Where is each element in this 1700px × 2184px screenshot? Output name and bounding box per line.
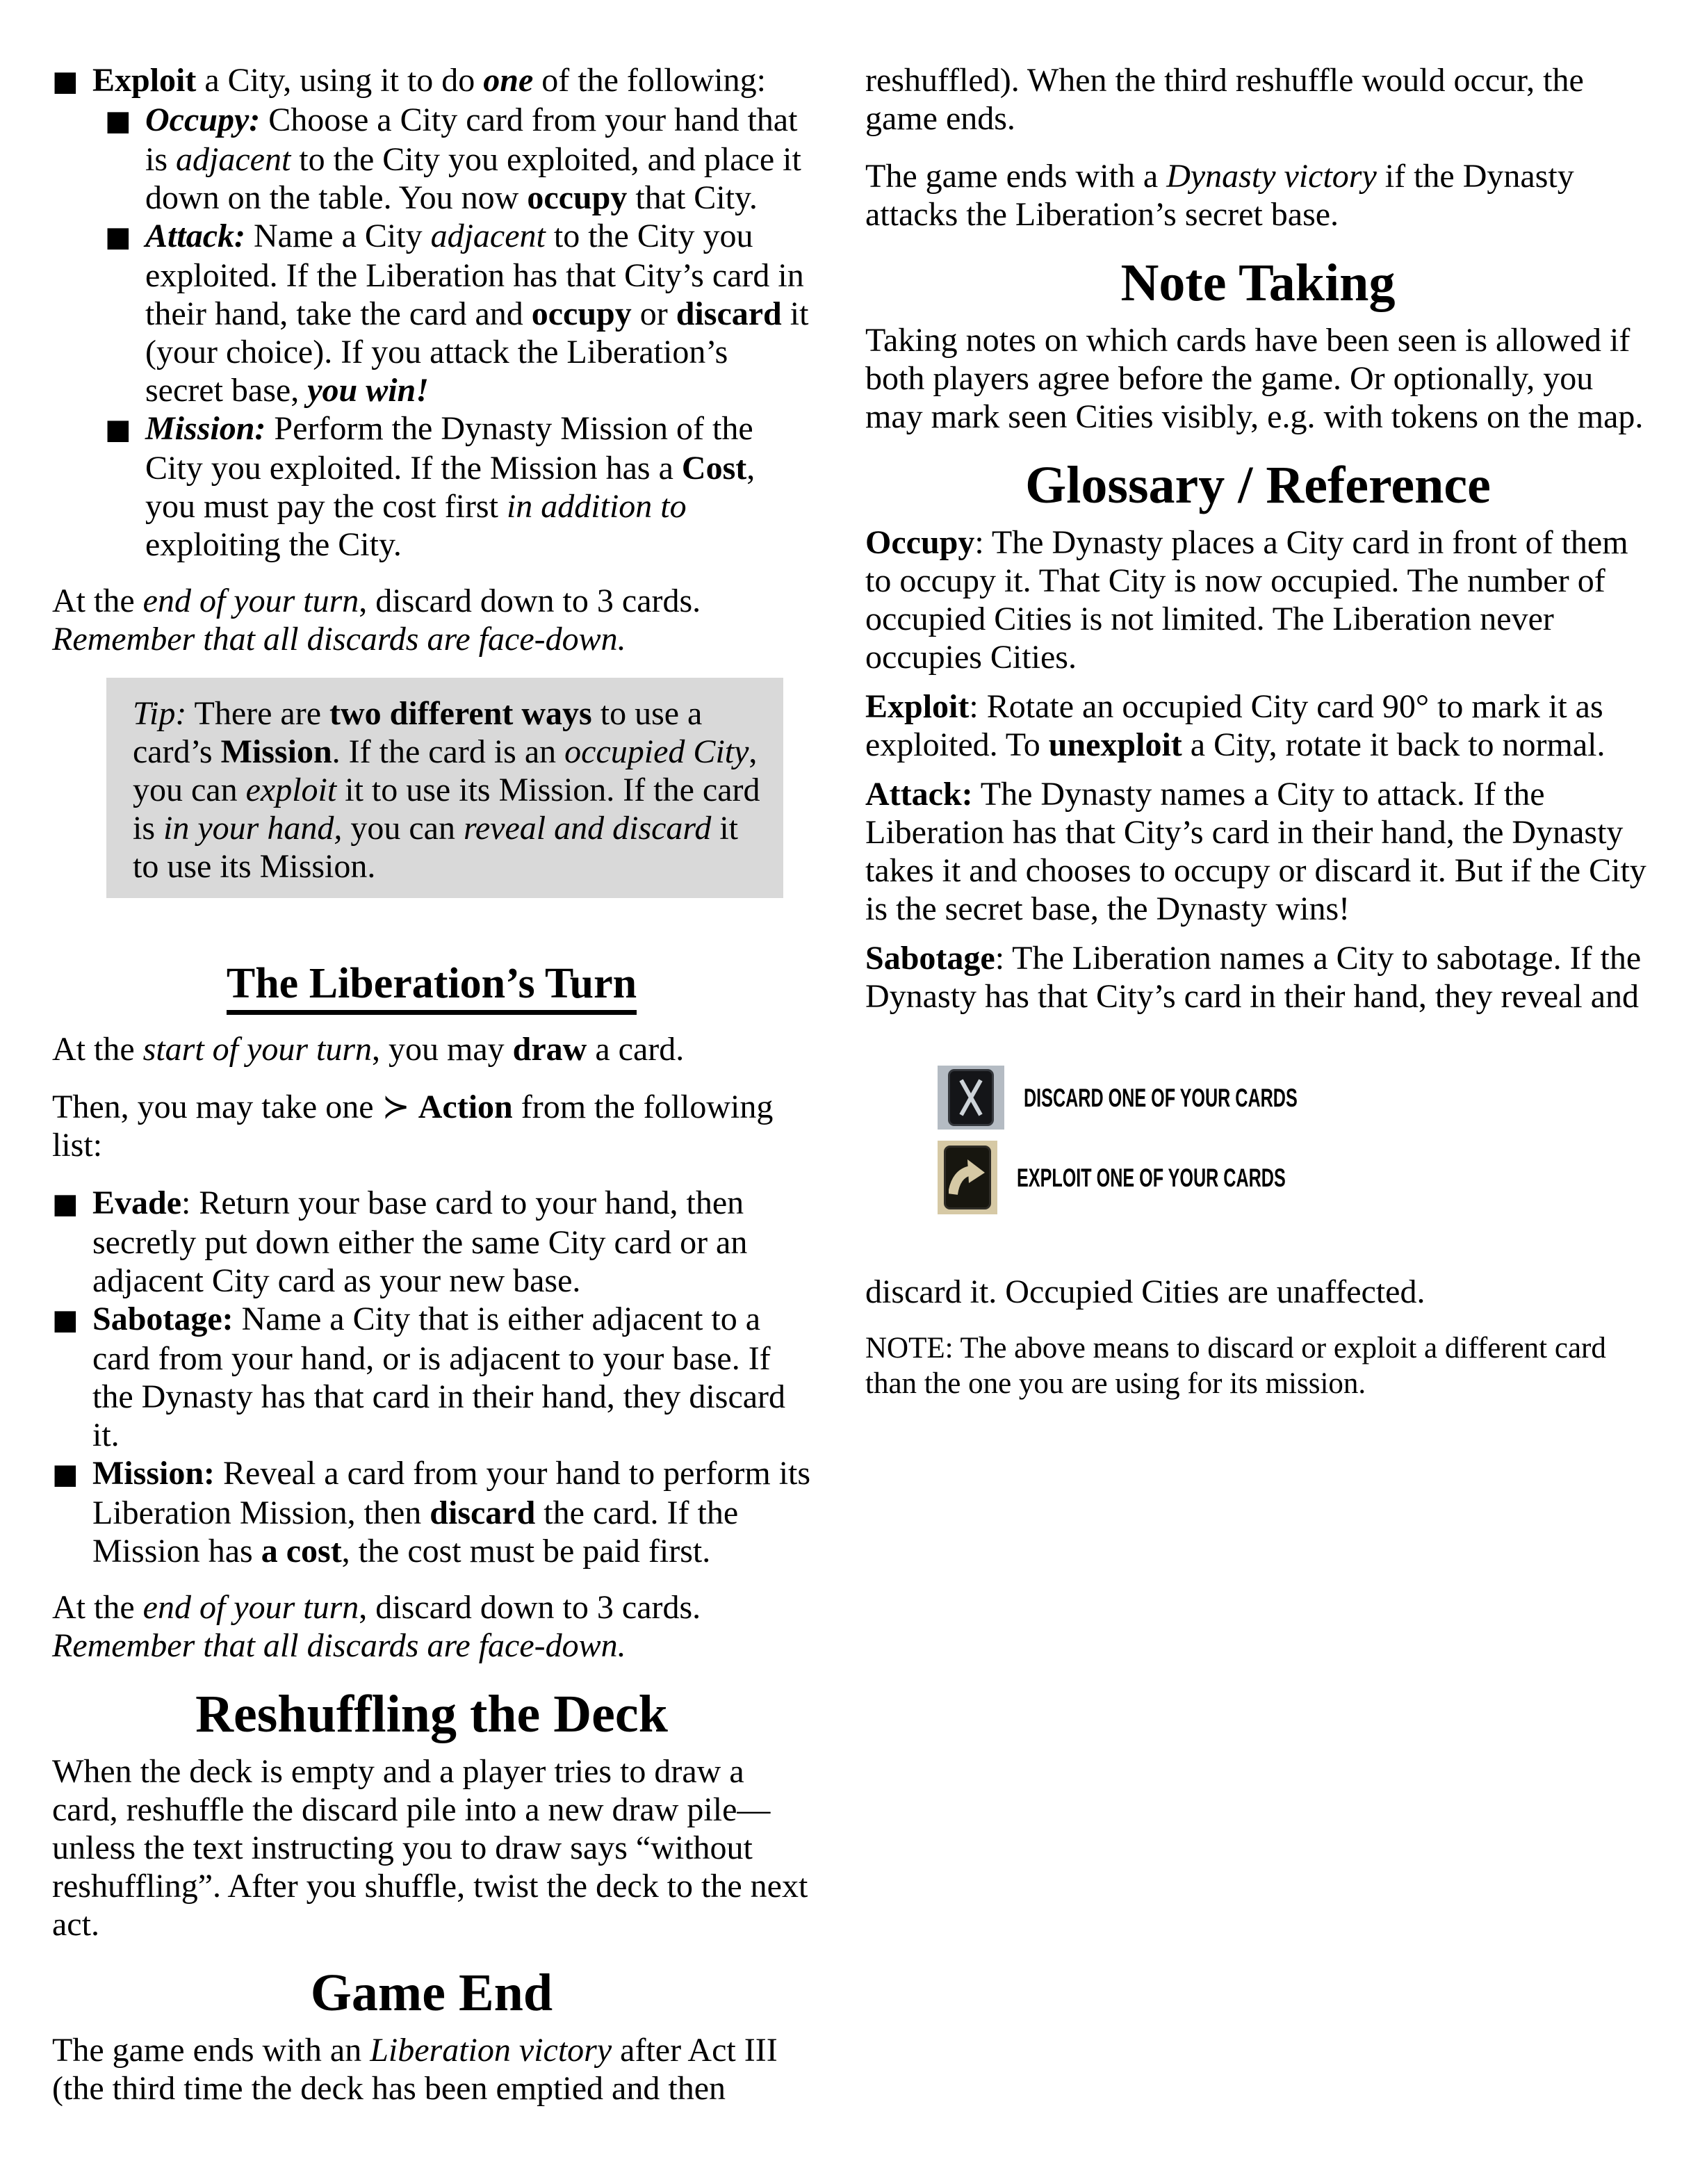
icon-caption: DISCARD ONE OF YOUR CARDS (1024, 1083, 1298, 1112)
heading-text: Note Taking (1120, 254, 1396, 312)
paragraph: At the end of your turn, discard down to 3 cards. Remember that all discards are face-down. (52, 582, 701, 658)
section-heading (865, 253, 1651, 313)
paragraph: Attack: The Dynasty names a City to attack. If the Liberation has that City’s card in their hand, the Dynasty takes it and chooses to occupy or discard it. But if the City is the secret base, the Dynasty wins! (865, 776, 1646, 927)
bullet-square-icon: ■ (105, 221, 131, 253)
bullet-item: ■ Exploit a City, using it to do one of the following: (52, 61, 811, 101)
heading-text: Glossary / Reference (1025, 456, 1491, 514)
section-heading (52, 1963, 811, 2023)
left-column (52, 61, 811, 2127)
bullet-square-icon: ■ (52, 1458, 79, 1490)
paragraph: When the deck is empty and a player tries to draw a card, reshuffle the discard pile into a new draw pile—unless the text instructing you to draw says “without reshuffling”. After you shuffle, twist the deck to the next act. (52, 1753, 808, 1943)
card-back-icon (948, 1069, 994, 1126)
bullet-item: ■ Mission: Reveal a card from your hand to perform its Liberation Mission, then discard the card. If the Mission has a cost, the cost must be paid first. (52, 1455, 811, 1570)
section-heading (52, 958, 811, 1009)
paragraph: Exploit: Rotate an occupied City card 90° to mark it as exploited. To unexploit a City, rotate it back to normal. (865, 688, 1605, 763)
discard-icon (938, 1066, 1004, 1130)
bullet-square-icon: ■ (105, 105, 131, 137)
exploit-icon (938, 1141, 997, 1214)
paragraph: At the end of your turn, discard down to 3 cards. Remember that all discards are face-down. (52, 1589, 701, 1664)
paragraph: reshuffled). When the third reshuffle would occur, the game ends. (865, 62, 1584, 137)
icon-caption: EXPLOIT ONE OF YOUR CARDS (1017, 1163, 1286, 1192)
heading-text: The Liberation’s Turn (227, 960, 637, 1015)
exploit-mission-row (938, 1141, 1651, 1214)
bullet-item: ■ Sabotage: Name a City that is either adjacent to a card from your hand, or is adjacent to your base. If the Dynasty has that card in their hand, they discard it. (52, 1301, 786, 1453)
card-back-icon (944, 1146, 991, 1209)
x-glyph-icon (958, 1079, 983, 1116)
paragraph: discard it. Occupied Cities are unaffected. (865, 1273, 1425, 1310)
paragraph: Taking notes on which cards have been seen is allowed if both players agree before the game. Or optionally, you may mark seen Cities visibly, e.g. with tokens on the map. (865, 322, 1644, 435)
bullet-item: ■ Mission: Perform the Dynasty Mission of the City you exploited. If the Mission has a Cost, you must pay the cost first in addition to exploiting the City. (105, 410, 755, 563)
arrowhead-glyph: ≻ (382, 1087, 410, 1126)
paragraph: Sabotage: The Liberation names a City to sabotage. If the Dynasty has that City’s card in their hand, they reveal and (865, 940, 1642, 1015)
tip-box (106, 678, 783, 898)
bullet-item: ■ Occupy: Choose a City card from your hand that is adjacent to the City you exploited, and place it down on the table. You now occupy that City. (105, 101, 801, 216)
discard-mission-row (938, 1066, 1651, 1130)
paragraph: The game ends with an Liberation victory after Act III (the third time the deck has been emptied and then (52, 2032, 778, 2107)
bullet-square-icon: ■ (105, 414, 131, 446)
bullet-square-icon: ■ (52, 1304, 79, 1336)
section-heading (52, 1684, 811, 1744)
heading-text: Reshuffling the Deck (195, 1685, 668, 1743)
heading-text: Game End (310, 1964, 553, 2022)
paragraph: The game ends with a Dynasty victory if the Dynasty attacks the Liberation’s secret base. (865, 158, 1574, 233)
bullet-item: ■ Evade: Return your base card to your hand, then secretly put down either the same City card or an adjacent City card as your new base. (52, 1184, 748, 1299)
bullet-item: ■ Attack: Name a City adjacent to the City you exploited. If the Liberation has that City’s card in their hand, take the card and occupy or discard it (your choice). If you attack the Liberation’s secret base, you win! (105, 218, 809, 409)
right-column (865, 61, 1651, 1421)
bullet-square-icon: ■ (52, 65, 79, 97)
tip-text: Tip: There are two different ways to use a card’s Mission. If the card is an occupied City, you can exploit it to use its Mission. If the card is in your hand, you can reveal and discard it to use its Mission. (133, 695, 760, 885)
paragraph: Occupy: The Dynasty places a City card in front of them to occupy it. That City is now occupied. The number of occupied Cities is not limited. The Liberation never occupies Cities. (865, 524, 1628, 676)
rotate-arrow-glyph-icon (949, 1158, 986, 1197)
bullet-square-icon: ■ (52, 1188, 79, 1220)
paragraph: NOTE: The above means to discard or exploit a different card than the one you are using for its mission. (865, 1332, 1606, 1400)
section-heading (865, 455, 1651, 515)
paragraph: At the start of your turn, you may draw a card. (52, 1031, 685, 1068)
paragraph: Then, you may take one ≻ Action from the following list: (52, 1087, 774, 1164)
